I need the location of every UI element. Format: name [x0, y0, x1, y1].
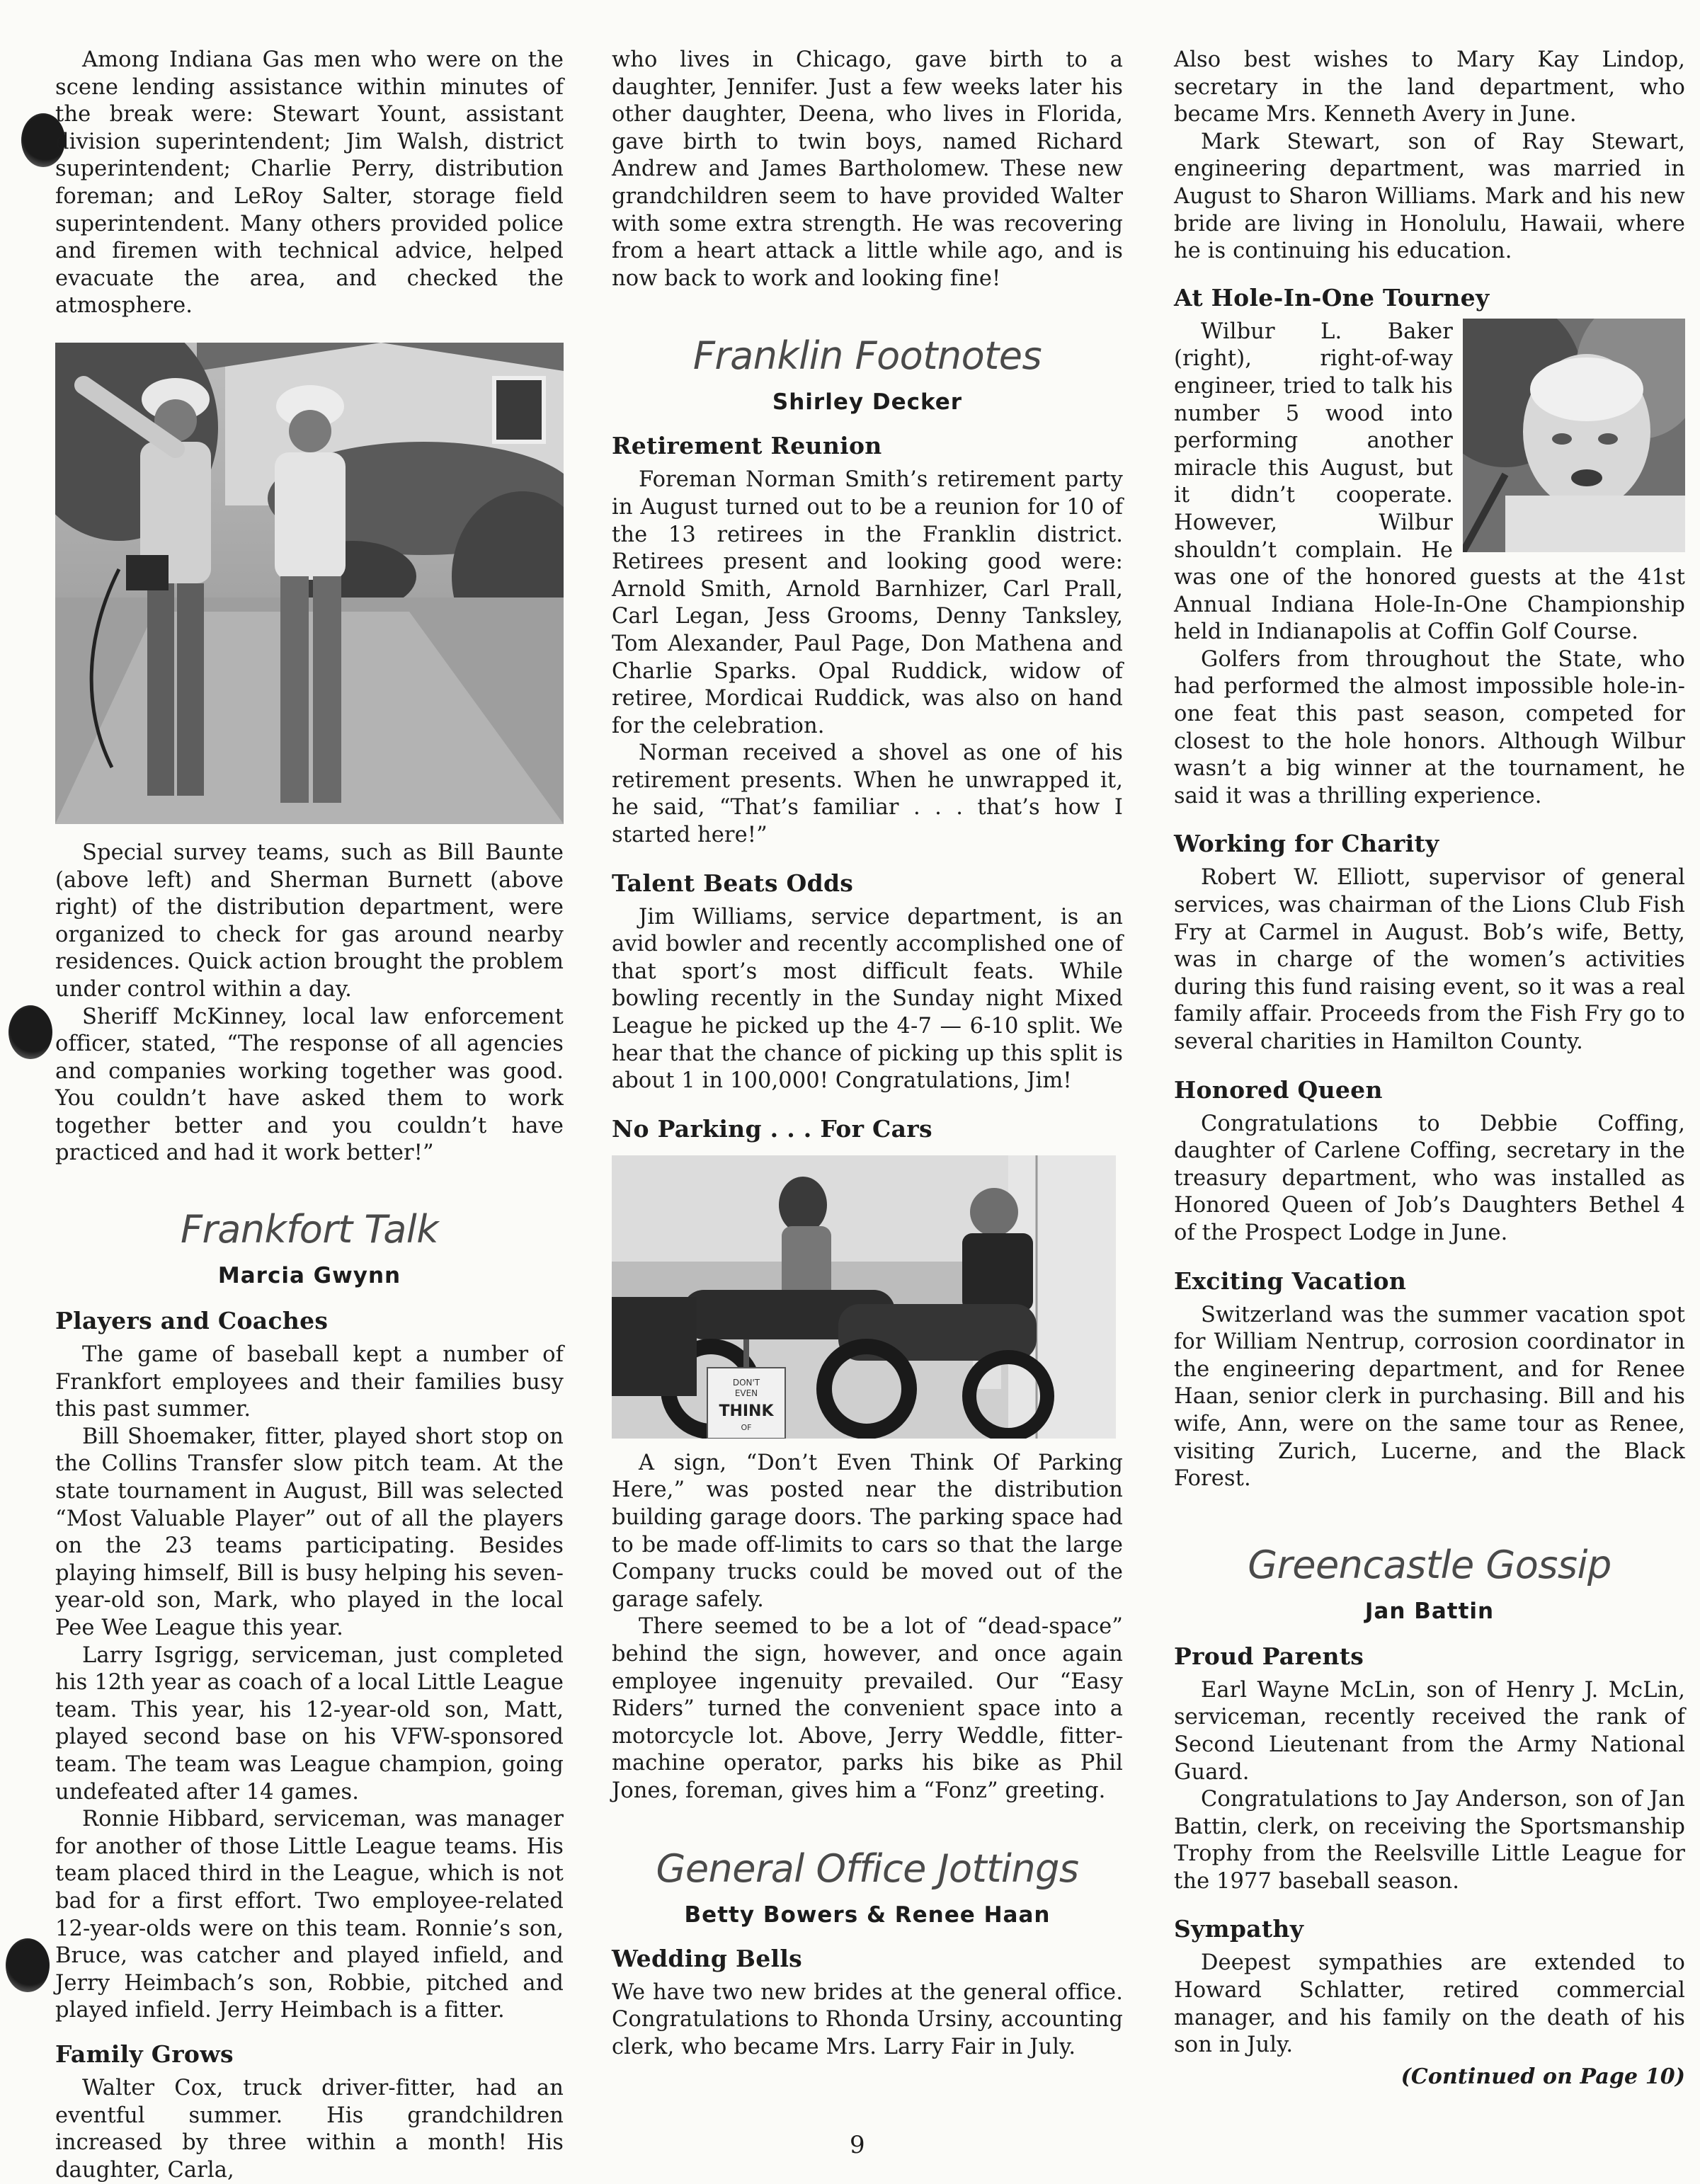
caption-survey-teams: Special survey teams, such as Bill Baunte (above left) and Sherman Burnett (above right) of the distribution department, were organized to check for gas around nearby residences. Quick action brought the problem under control within a day.: [55, 840, 564, 1002]
article-text-hole-2: Golfers from throughout the State, who had performed the almost impossible hole-in-one feat this past season, competed for closest to the hole honors. Although Wilbur wasn’t a big winner at the tournament, he said it was a thrilling experience.: [1174, 646, 1685, 808]
subhead-sympathy: Sympathy: [1174, 1915, 1304, 1943]
binder-hole-bottom: [6, 1938, 50, 1992]
article-text-hole-1: Wilbur L. Baker (right), right-of-way engineer, tried to talk his number 5 wood into performing another miracle this August, but it didn’t cooperate. However, Wilbur shouldn’t complain. He was one of the honored guests at the 41st Annual Indiana Hole-In-One Championship held in Indianapolis at Coffin Golf Course.: [1174, 319, 1685, 645]
photo-survey-team: [55, 343, 564, 824]
continued-note: (Continued on Page 10): [1400, 2064, 1685, 2089]
subhead-working-for-charity: Working for Charity: [1174, 830, 1439, 858]
section-title-general-office: General Office Jottings: [656, 1846, 1079, 1891]
article-text-queen: Congratulations to Debbie Coffing, daughter of Carlene Coffing, secretary in the treasury department, who was installed as Honored Queen of Job’s Daughters Bethel 4 of the Prospect Lodge in June.: [1174, 1111, 1685, 1245]
byline-frankfort: Marcia Gwynn: [217, 1263, 401, 1289]
byline-greencastle: Jan Battin: [1364, 1598, 1495, 1624]
article-text-vacation: Switzerland was the summer vacation spot for William Nentrup, corrosion coordinator in the engineering department, and for Renee Haan, senior clerk in purchasing. Bill and his wife, Ann, were on the same tour as Renee, visiting Zurich, Lucerne, and the Black Forest.: [1174, 1302, 1685, 1492]
article-text-mark-stewart: Mark Stewart, son of Ray Stewart, engineering department, was married in August to Sharon Williams. Mark and his new bride are living in Honolulu, Hawaii, where he is continuing his education.: [1174, 129, 1685, 264]
column-1: [55, 47, 564, 2184]
section-title-frankfort: Frankfort Talk: [180, 1207, 439, 1252]
photo-motorcycles: [612, 1155, 1116, 1439]
column-2: [612, 47, 1123, 2061]
sign-line-3: THINK: [719, 1402, 774, 1420]
survey-team-image: [55, 343, 564, 824]
article-text-family-cont: who lives in Chicago, gave birth to a daughter, Jennifer. Just a few weeks later his other daughter, Deena, who lives in Florida, gave birth to twin boys, named Richard Andrew and James Bartholomew. These new grandchildren seem to have provided Walter with some extra strength. He was recovering from a heart attack a little while ago, and is now back to work and looking fine!: [612, 47, 1123, 291]
subhead-players-coaches: Players and Coaches: [55, 1307, 329, 1335]
wilbur-baker-image: [1463, 319, 1685, 552]
subhead-retirement-reunion: Retirement Reunion: [612, 432, 882, 460]
subhead-honored-queen: Honored Queen: [1174, 1075, 1383, 1104]
photo-wilbur-baker: [1463, 319, 1685, 552]
article-text-retire-1: Foreman Norman Smith’s retirement party in August turned out to be a reunion for 10 of the 13 retirees in the Franklin district. Retirees present and looking good were: Arnold Smith, Arnold Barnhizer, Carl Prall, Carl Legan, Jess Grooms, Denny Tanksley, Tom Alexander, Paul Page, Don Mathena and Charlie Sparks. Opal Ruddick, widow of retiree, Mordicai Ruddick, was also on hand for the celebration.: [612, 467, 1123, 738]
subhead-no-parking: No Parking . . . For Cars: [612, 1114, 932, 1143]
byline-franklin: Shirley Decker: [772, 389, 963, 416]
article-text-talent: Jim Williams, service department, is an avid bowler and recently accomplished one of that sport’s most difficult feats. While bowling recently in the Sunday night Mixed League he picked up the 4-7 — 6-10 split. We hear that the chance of picking up this split is about 1 in 100,000! Congratulations, Jim!: [612, 904, 1123, 1094]
article-text-intro: Among Indiana Gas men who were on the scene lending assistance within minutes of the break were: Stewart Yount, assistant division superintendent; Jim Walsh, district superintendent; Charlie Perry, distribution foreman; and LeRoy Salter, storage field superintendent. Many others provided police and firemen with technical advice, helped evacuate the area, and checked the atmosphere.: [55, 47, 564, 319]
motorcycles-image: [612, 1155, 1116, 1439]
column-3: [1174, 47, 1685, 2091]
section-title-franklin: Franklin Footnotes: [692, 333, 1042, 379]
article-text-sympathy: Deepest sympathies are extended to Howard Schlatter, retired commercial manager, and his family on the death of his son in July.: [1174, 1950, 1685, 2058]
sign-line-1: DON'T: [732, 1377, 760, 1388]
subhead-family-grows: Family Grows: [55, 2040, 234, 2068]
subhead-exciting-vacation: Exciting Vacation: [1174, 1267, 1407, 1295]
subhead-hole-in-one: At Hole-In-One Tourney: [1174, 283, 1490, 311]
article-text-players-1: The game of baseball kept a number of Frankfort employees and their families busy this past summer.: [55, 1342, 564, 1422]
article-text-parents-2: Congratulations to Jay Anderson, son of Jan Battin, clerk, on receiving the Sportsmanship Trophy from the Reelsville Little League for the 1977 baseball season.: [1174, 1787, 1685, 1894]
byline-general-office: Betty Bowers & Renee Haan: [684, 1902, 1051, 1928]
article-text-players-3: Larry Isgrigg, serviceman, just completed his 12th year as coach of a local Little League team. This year, his 12-year-old son, Matt, played second base on his VFW-sponsored team. The team was League champion, going undefeated after 14 games.: [55, 1642, 564, 1805]
caption-no-parking-1: A sign, “Don’t Even Think Of Parking Here,” was posted near the distribution building garage doors. The parking space had to be made off-limits to cars so that the large Company trucks could be moved out of the garage safely.: [612, 1450, 1123, 1612]
article-text-family: Walter Cox, truck driver-fitter, had an eventful summer. His grandchildren increased by three within a month! His daughter, Carla,: [55, 2075, 564, 2183]
caption-no-parking-2: There seemed to be a lot of “dead-space” behind the sign, however, and once again employee ingenuity prevailed. Our “Easy Riders” turned the convenient space into a motorcycle lot. Above, Jerry Weddle, fitter-machine operator, parks his bike as Phil Jones, foreman, gives him a “Fonz” greeting.: [612, 1614, 1123, 1803]
sign-line-2: EVEN: [734, 1388, 758, 1398]
article-text-players-2: Bill Shoemaker, fitter, played short stop on the Collins Transfer slow pitch team. At the state tournament in August, Bill was selected “Most Valuable Player” out of all the players on the 23 teams participating. Besides playing himself, Bill is busy helping his seven-year-old son, Mark, who played in the local Pee Wee League this year.: [55, 1424, 564, 1640]
article-text-players-4: Ronnie Hibbard, serviceman, was manager for another of those Little League teams. His team placed third in the League, which is not bad for a first effort. Two employee-related 12-year-olds were on this team. Ronnie’s son, Bruce, was catcher and played infield, and Jerry Heimbach’s son, Robbie, pitched and played infield. Jerry Heimbach is a fitter.: [55, 1807, 564, 2023]
sign-line-4: OF: [741, 1422, 752, 1432]
subhead-talent-beats-odds: Talent Beats Odds: [612, 869, 854, 897]
section-title-greencastle: Greencastle Gossip: [1248, 1542, 1611, 1587]
page-number: 9: [850, 2131, 865, 2159]
article-text-retire-2: Norman received a shovel as one of his retirement presents. When he unwrapped it, he said, “That’s familiar . . . that’s how I started here!”: [612, 741, 1123, 848]
article-text-wedding-2: Also best wishes to Mary Kay Lindop, secretary in the land department, who became Mrs. Kenneth Avery in June.: [1174, 47, 1685, 127]
subhead-wedding-bells: Wedding Bells: [612, 1944, 803, 1972]
article-text-sheriff: Sheriff McKinney, local law enforcement officer, stated, “The response of all agencies and companies working together was good. You couldn’t have asked them to work together better and you couldn’t have practiced and had it work better!”: [55, 1004, 564, 1166]
article-text-wedding: We have two new brides at the general office. Congratulations to Rhonda Ursiny, accounting clerk, who became Mrs. Larry Fair in July.: [612, 1979, 1123, 2059]
binder-hole-middle: [8, 1005, 52, 1059]
article-text-charity: Robert W. Elliott, supervisor of general services, was chairman of the Lions Club Fish Fry at Carmel in August. Bob’s wife, Betty, was in charge of the women’s activities during this fund raising event, so it was a real family affair. Proceeds from the Fish Fry go to several charities in Hamilton County.: [1174, 865, 1685, 1054]
subhead-proud-parents: Proud Parents: [1174, 1642, 1364, 1670]
article-text-parents-1: Earl Wayne McLin, son of Henry J. McLin, serviceman, recently received the rank of Second Lieutenant from the Army National Guard.: [1174, 1677, 1685, 1785]
